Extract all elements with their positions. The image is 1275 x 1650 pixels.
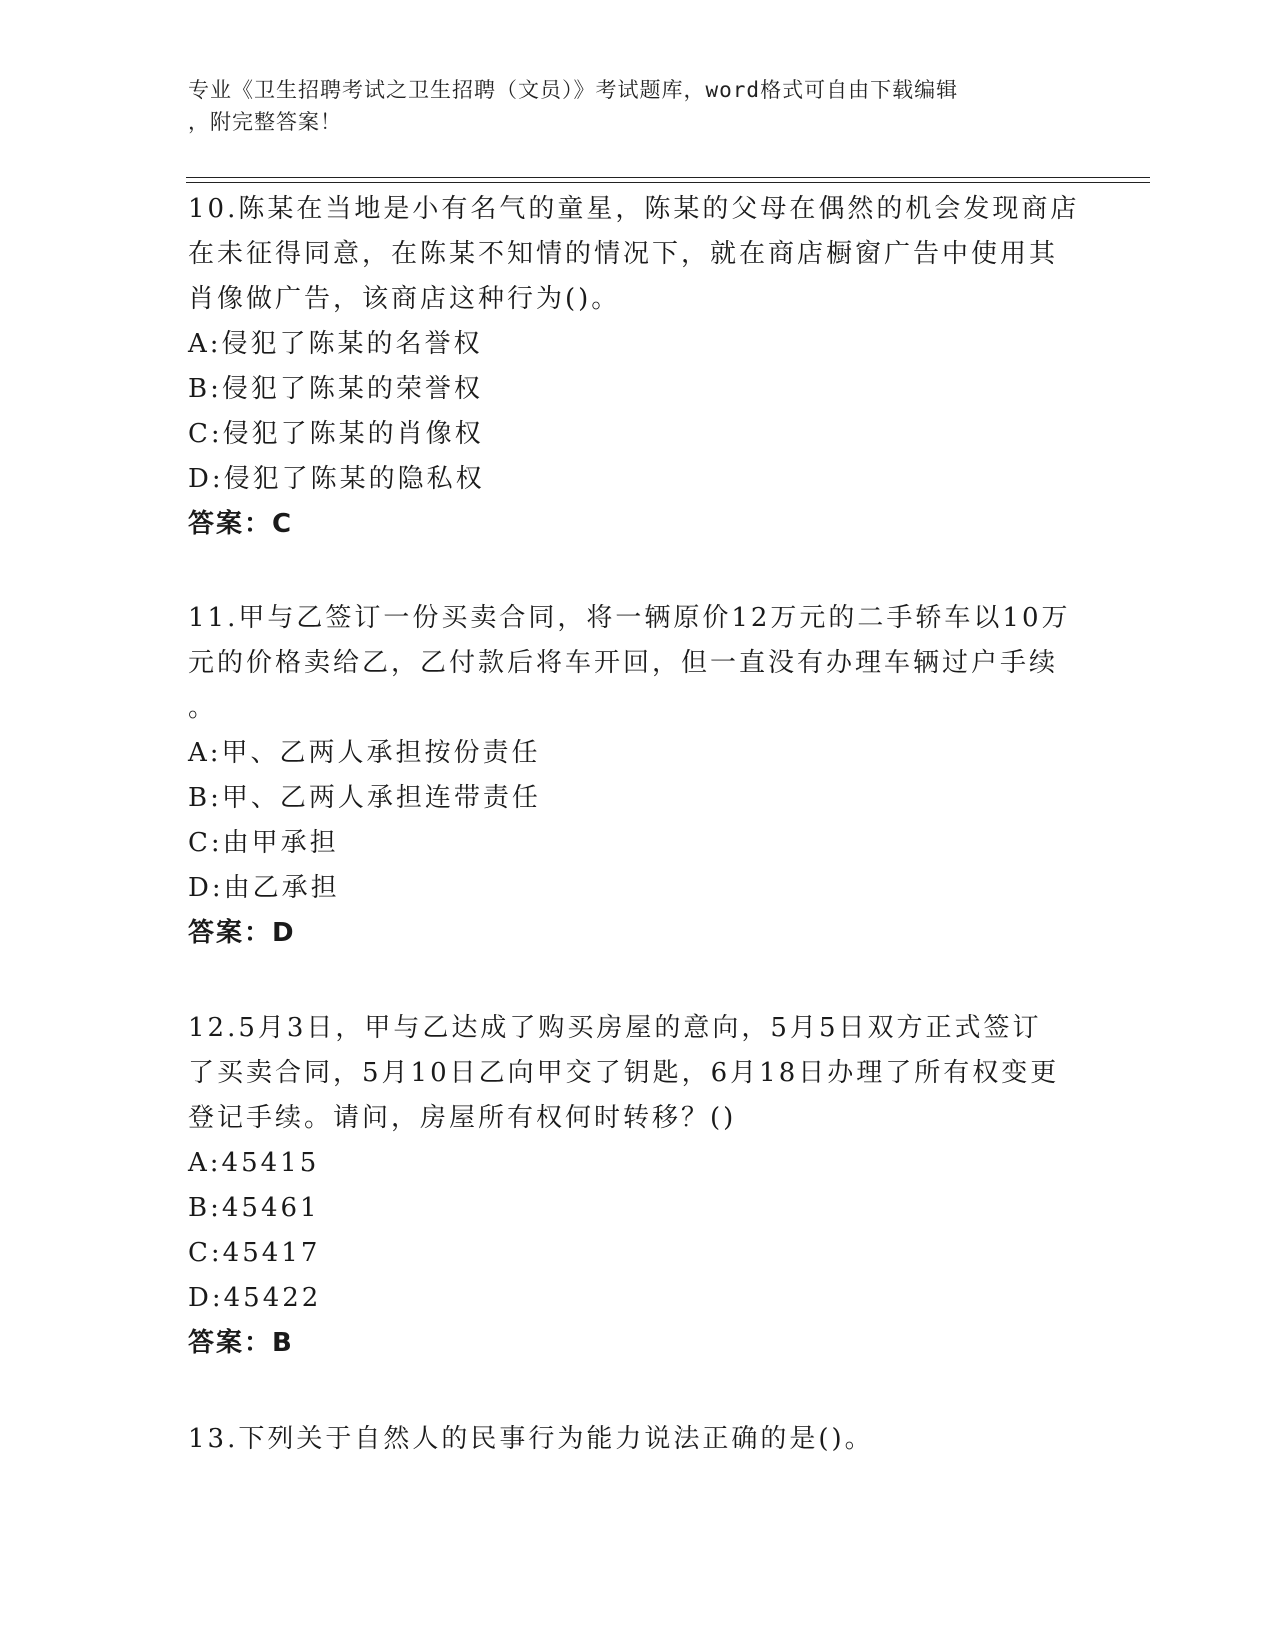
question-line: 登记手续。请问，房屋所有权何时转移？() bbox=[188, 1103, 737, 1133]
question-line: 元的价格卖给乙，乙付款后将车开回，但一直没有办理车辆过户手续 bbox=[188, 648, 1059, 678]
header-divider-bottom bbox=[186, 182, 1150, 183]
question-text bbox=[188, 596, 1088, 731]
question-line: 肖像做广告，该商店这种行为()。 bbox=[188, 284, 621, 314]
question-10 bbox=[188, 187, 1088, 547]
option-d: D:由乙承担 bbox=[188, 873, 340, 903]
question-line: 10.陈某在当地是小有名气的童星，陈某的父母在偶然的机会发现商店 bbox=[188, 194, 1080, 224]
question-line: 11.甲与乙签订一份买卖合同，将一辆原价12万元的二手轿车以10万 bbox=[188, 603, 1071, 633]
question-line: 。 bbox=[188, 693, 218, 723]
question-line: 13.下列关于自然人的民事行为能力说法正确的是()。 bbox=[188, 1424, 874, 1454]
option-a: A:侵犯了陈某的名誉权 bbox=[188, 329, 483, 359]
option-b: B:45461 bbox=[188, 1193, 320, 1223]
option-d: D:45422 bbox=[188, 1283, 322, 1313]
question-13 bbox=[188, 1417, 1088, 1462]
option-d: D:侵犯了陈某的隐私权 bbox=[188, 464, 485, 494]
question-12 bbox=[188, 1006, 1088, 1366]
answer-line: 答案：D bbox=[188, 918, 296, 948]
question-line: 了买卖合同，5月10日乙向甲交了钥匙，6月18日办理了所有权变更 bbox=[188, 1058, 1060, 1088]
answer-line: 答案：C bbox=[188, 509, 294, 539]
question-line: 在未征得同意，在陈某不知情的情况下，就在商店橱窗广告中使用其 bbox=[188, 239, 1059, 269]
answer-line: 答案：B bbox=[188, 1328, 294, 1358]
question-line: 12.5月3日，甲与乙达成了购买房屋的意向，5月5日双方正式签订 bbox=[188, 1013, 1042, 1043]
question-text bbox=[188, 187, 1088, 322]
option-b: B:甲、乙两人承担连带责任 bbox=[188, 783, 541, 813]
option-c: C:侵犯了陈某的肖像权 bbox=[188, 419, 484, 449]
option-c: C:45417 bbox=[188, 1238, 321, 1268]
option-c: C:由甲承担 bbox=[188, 828, 339, 858]
option-a: A:甲、乙两人承担按份责任 bbox=[188, 738, 541, 768]
document-header bbox=[188, 74, 1068, 138]
header-line-1: 专业《卫生招聘考试之卫生招聘（文员）》考试题库，word格式可自由下载编辑 bbox=[188, 78, 959, 102]
header-line-2: ，附完整答案！ bbox=[188, 110, 342, 134]
option-a: A:45415 bbox=[188, 1148, 320, 1178]
question-text bbox=[188, 1417, 1088, 1462]
question-text bbox=[188, 1006, 1088, 1141]
question-11 bbox=[188, 596, 1088, 956]
option-b: B:侵犯了陈某的荣誉权 bbox=[188, 374, 483, 404]
header-divider-top bbox=[186, 177, 1150, 178]
